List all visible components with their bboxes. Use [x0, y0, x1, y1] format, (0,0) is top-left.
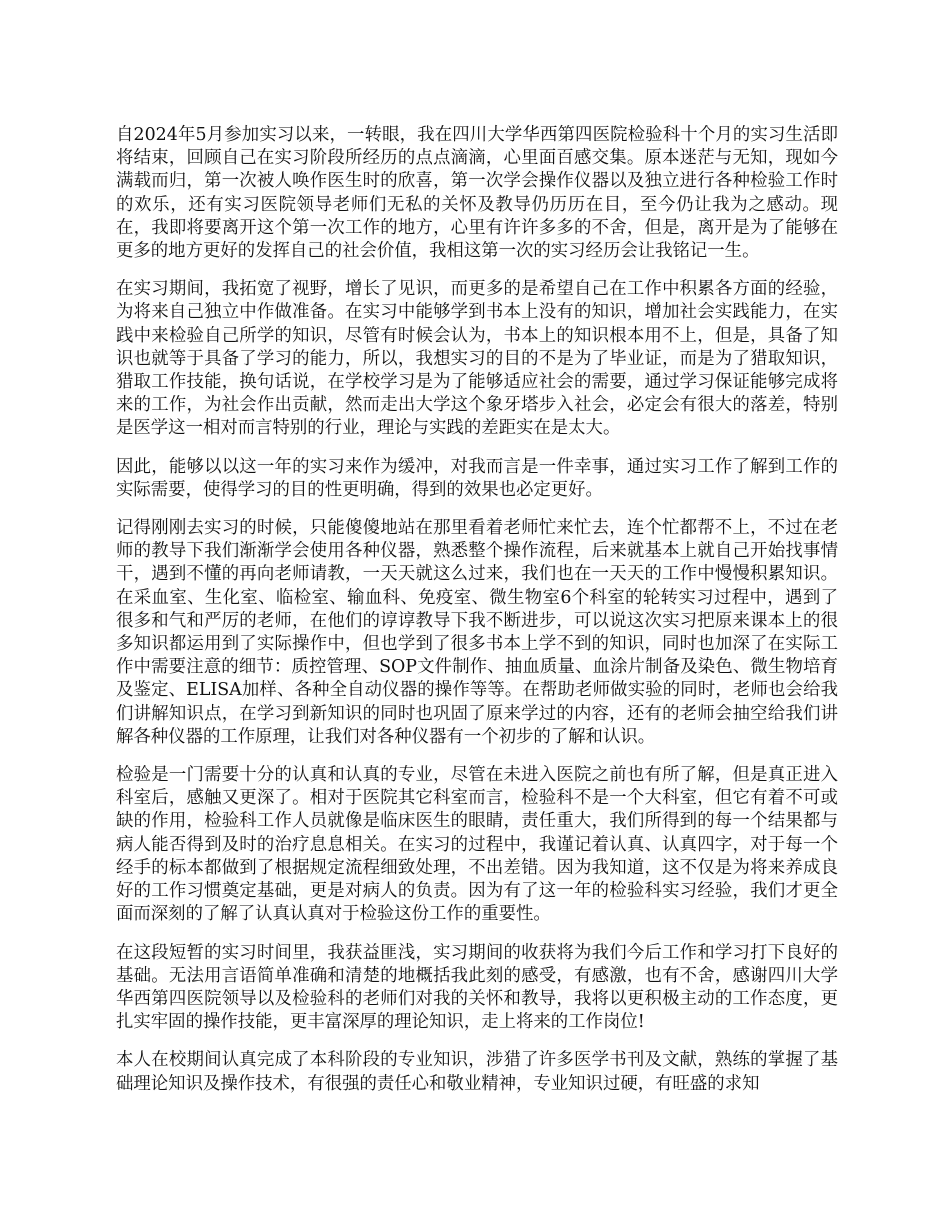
- paragraph-7: 本人在校期间认真完成了本科阶段的专业知识，涉猎了许多医学书刊及文献，熟练的掌握了基础理论知识及操作技术，有很强的责任心和敬业精神，专业知识过硬，有旺盛的求知: [116, 1050, 838, 1094]
- paragraph-6: 在这段短暂的实习时间里，我获益匪浅，实习期间的收获将为我们今后工作和学习打下良好的基础。无法用言语简单准确和清楚的地概括我此刻的感受，有感激，也有不舍，感谢四川大学华西第四医院领导以及检验科的老师们对我的关怀和教导，我将以更积极主动的工作态度，更扎实牢固的操作技能，更丰富深厚的理论知识，走上将来的工作岗位!: [116, 942, 838, 1033]
- paragraph-4: 记得刚刚去实习的时候，只能傻傻地站在那里看着老师忙来忙去，连个忙都帮不上，不过在老师的教导下我们渐渐学会使用各种仪器，熟悉整个操作流程，后来就基本上就自己开始找事情干，遇到不懂的再向老师请教，一天天就这么过来，我们也在一天天的工作中慢慢积累知识。 在采血室、生化室、临检室、输血科、免疫室、微生物室6个科室的轮转实习过程中，遇到了很多和气和严厉的老师，在他们的谆谆教导下我不断进步，可以说这次实习把原来课本上的很多知识都运用到了实际操作中，但也学到了很多书本上学不到的知识，同时也加深了在实际工作中需要注意的细节：质控管理、SOP文件制作、抽血质量、血涂片制备及染色、微生物培育及鉴定、ELISA加样、各种全自动仪器的操作等等。在帮助老师做实验的同时，老师也会给我们讲解知识点，在学习到新知识的同时也巩固了原来学过的内容，还有的老师会抽空给我们讲解各种仪器的工作原理，让我们对各种仪器有一个初步的了解和认识。: [116, 518, 838, 747]
- paragraph-3: 因此，能够以以这一年的实习来作为缓冲，对我而言是一件幸事，通过实习工作了解到工作的实际需要，使得学习的目的性更明确，得到的效果也必定更好。: [116, 456, 838, 500]
- paragraph-5: 检验是一门需要十分的认真和认真的专业，尽管在未进入医院之前也有所了解，但是真正进入科室后，感触又更深了。相对于医院其它科室而言，检验科不是一个大科室，但它有着不可或缺的作用，检验科工作人员就像是临床医生的眼睛，责任重大，我们所得到的每一个结果都与病人能否得到及时的治疗息息相关。在实习的过程中，我谨记着认真、认真四字，对于每一个经手的标本都做到了根据规定流程细致处理，不出差错。因为我知道，这不仅是为将来养成良好的工作习惯奠定基础，更是对病人的负责。因为有了这一年的检验科实习经验，我们才更全面而深刻的了解了认真认真对于检验这份工作的重要性。: [116, 765, 838, 925]
- paragraph-2: 在实习期间，我拓宽了视野，增长了见识，而更多的是希望自己在工作中积累各方面的经验，为将来自己独立中作做准备。在实习中能够学到书本上没有的知识，增加社会实践能力，在实践中来检验自己所学的知识，尽管有时候会认为，书本上的知识根本用不上，但是，具备了知识也就等于具备了学习的能力，所以，我想实习的目的不是为了毕业证，而是为了猎取知识，猎取工作技能，换句话说，在学校学习是为了能够适应社会的需要，通过学习保证能够完成将来的工作，为社会作出贡献，然而走出大学这个象牙塔步入社会，必定会有很大的落差，特别是医学这一相对而言特别的行业，理论与实践的差距实在是太大。: [116, 279, 838, 439]
- document-body: [116, 124, 838, 1096]
- paragraph-1: 自2024年5月参加实习以来，一转眼，我在四川大学华西第四医院检验科十个月的实习生活即将结束，回顾自己在实习阶段所经历的点点滴滴，心里面百感交集。原本迷茫与无知，现如今满载而归，第一次被人唤作医生时的欣喜，第一次学会操作仪器以及独立进行各种检验工作时的欢乐，还有实习医院领导老师们无私的关怀及教导仍历历在目，至今仍让我为之感动。现在，我即将要离开这个第一次工作的地方，心里有许许多多的不舍，但是，离开是为了能够在更多的地方更好的发挥自己的社会价值，我相这第一次的实习经历会让我铭记一生。: [116, 125, 838, 262]
